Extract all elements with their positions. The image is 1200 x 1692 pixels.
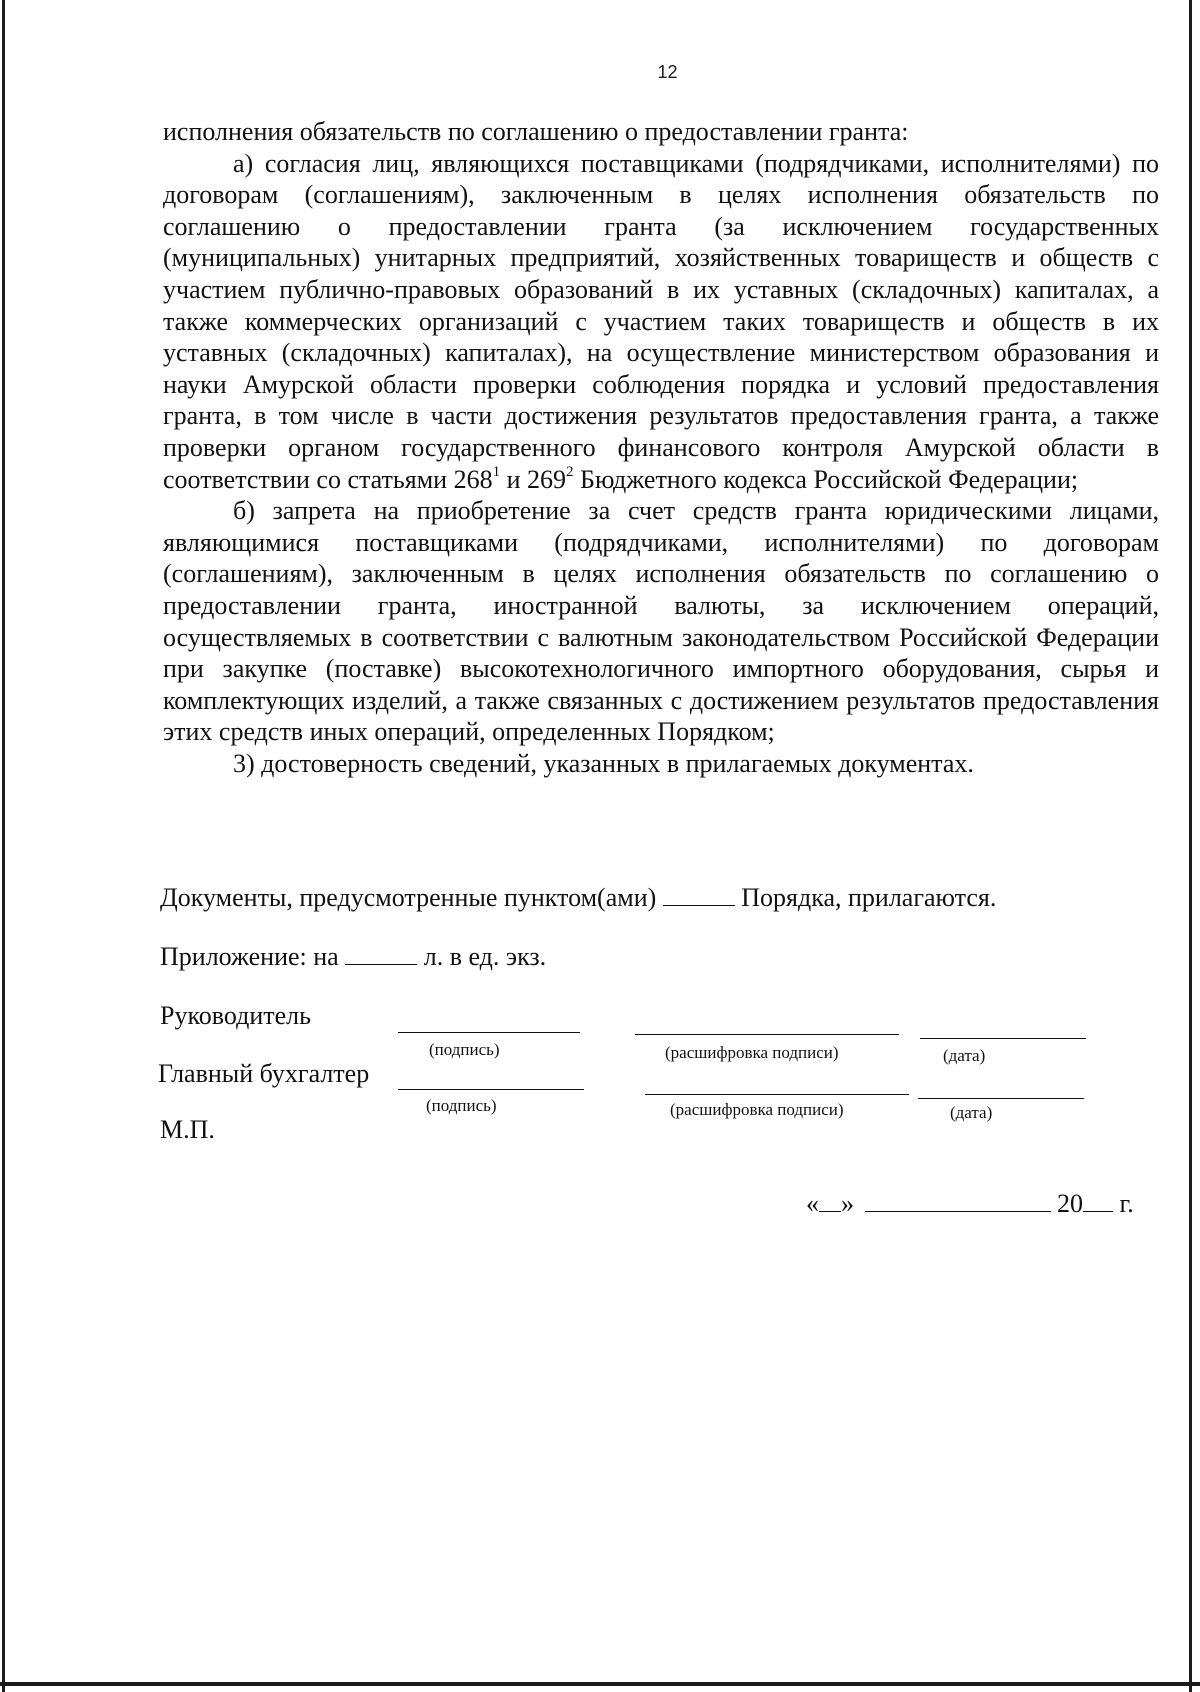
paragraph-reliability: 3) достоверность сведений, указанных в прилагаемых документах. <box>233 748 974 778</box>
body-text <box>163 116 1159 779</box>
head-signature-caption: (подпись) <box>429 1040 500 1059</box>
accountant-date-caption: (дата) <box>950 1103 993 1122</box>
scan-edge-left <box>2 0 5 1692</box>
documents-text-after: Порядка, прилагаются. <box>741 883 997 912</box>
documents-attached-line <box>160 883 996 913</box>
scan-edge-bottom <box>0 1682 1200 1686</box>
date-month-blank[interactable] <box>865 1189 1051 1212</box>
date-year-suffix: г. <box>1119 1189 1134 1218</box>
paragraph-consent <box>163 148 1159 496</box>
documents-text-before: Документы, предусмотренные пунктом(ами) <box>160 883 657 912</box>
appendix-text-after: л. в ед. экз. <box>423 942 547 971</box>
head-decoding-line[interactable] <box>635 1034 899 1035</box>
appendix-text-before: Приложение: на <box>160 942 339 971</box>
article-268-superscript: 1 <box>492 463 501 480</box>
date-quote-open: « <box>806 1189 819 1218</box>
article-268: 268 <box>453 464 493 494</box>
head-signature-line[interactable] <box>398 1032 580 1033</box>
date-line <box>806 1189 1134 1219</box>
accountant-signature-line[interactable] <box>398 1089 584 1090</box>
scan-edge-right <box>1189 0 1192 1692</box>
stamp-label: М.П. <box>160 1115 215 1144</box>
head-label: Руководитель <box>160 1001 311 1030</box>
accountant-label: Главный бухгалтер <box>158 1059 370 1088</box>
head-date-line[interactable] <box>920 1038 1086 1039</box>
page-number: 12 <box>657 62 678 82</box>
date-year-prefix: 20 <box>1057 1189 1083 1218</box>
date-year-blank[interactable] <box>1083 1189 1113 1212</box>
documents-clause-blank[interactable] <box>663 883 735 906</box>
paragraph-obligations-intro: исполнения обязательств по соглашению о предоставлении гранта: <box>163 117 909 146</box>
appendix-pages-blank[interactable] <box>345 942 417 965</box>
head-date-caption: (дата) <box>943 1046 986 1065</box>
head-decoding-caption: (расшифровка подписи) <box>665 1043 839 1062</box>
accountant-decoding-line[interactable] <box>645 1094 909 1095</box>
date-day-blank[interactable] <box>819 1189 841 1212</box>
consent-text: а) согласия лиц, являющихся поставщиками (подрядчиками, исполнителями) по договорам (соглашениям), заключенным в целях исполнения обязательств по соглашению о предоставлении гранта (за исключением государственных (муниципальных) унитарных предприятий, хозяйственных товариществ и обществ с участием публично-правовых образований в их уставных (складочных) капиталах, а также коммерческих организаций с участием таких товариществ и обществ в их уставных (складочных) капиталах), на осуществление министерством образования и науки Амурской области проверки соблюдения порядка и условий предоставления гранта, в том числе в части достижения результатов предоставления гранта, а также проверки органом государственного финансового контроля Амурской области в соответствии со статьями <box>163 148 1159 494</box>
accountant-signature-caption: (подпись) <box>426 1096 497 1115</box>
article-269-superscript: 2 <box>566 463 574 480</box>
budget-code-reference: Бюджетного кодекса Российской Федерации; <box>580 464 1079 494</box>
date-quote-close: » <box>841 1189 854 1218</box>
accountant-date-line[interactable] <box>918 1098 1084 1099</box>
paragraph-currency-ban: б) запрета на приобретение за счет средств гранта юридическими лицами, являющимися поставщиками (подрядчиками, исполнителями) по договорам (соглашениям), заключенным в целях исполнения обязательств по соглашению о предоставлении гранта, иностранной валюты, за исключением операций, осуществляемых в соответствии с валютным законодательством Российской Федерации при закупке (поставке) высокотехнологичного импортного оборудования, сырья и комплектующих изделий, а также связанных с достижением результатов предоставления этих средств иных операций, определенных Порядком; <box>163 496 1159 747</box>
article-269: 269 <box>527 464 567 494</box>
appendix-line <box>160 942 546 972</box>
conjunction-and: и <box>506 464 521 494</box>
accountant-decoding-caption: (расшифровка подписи) <box>670 1100 844 1119</box>
